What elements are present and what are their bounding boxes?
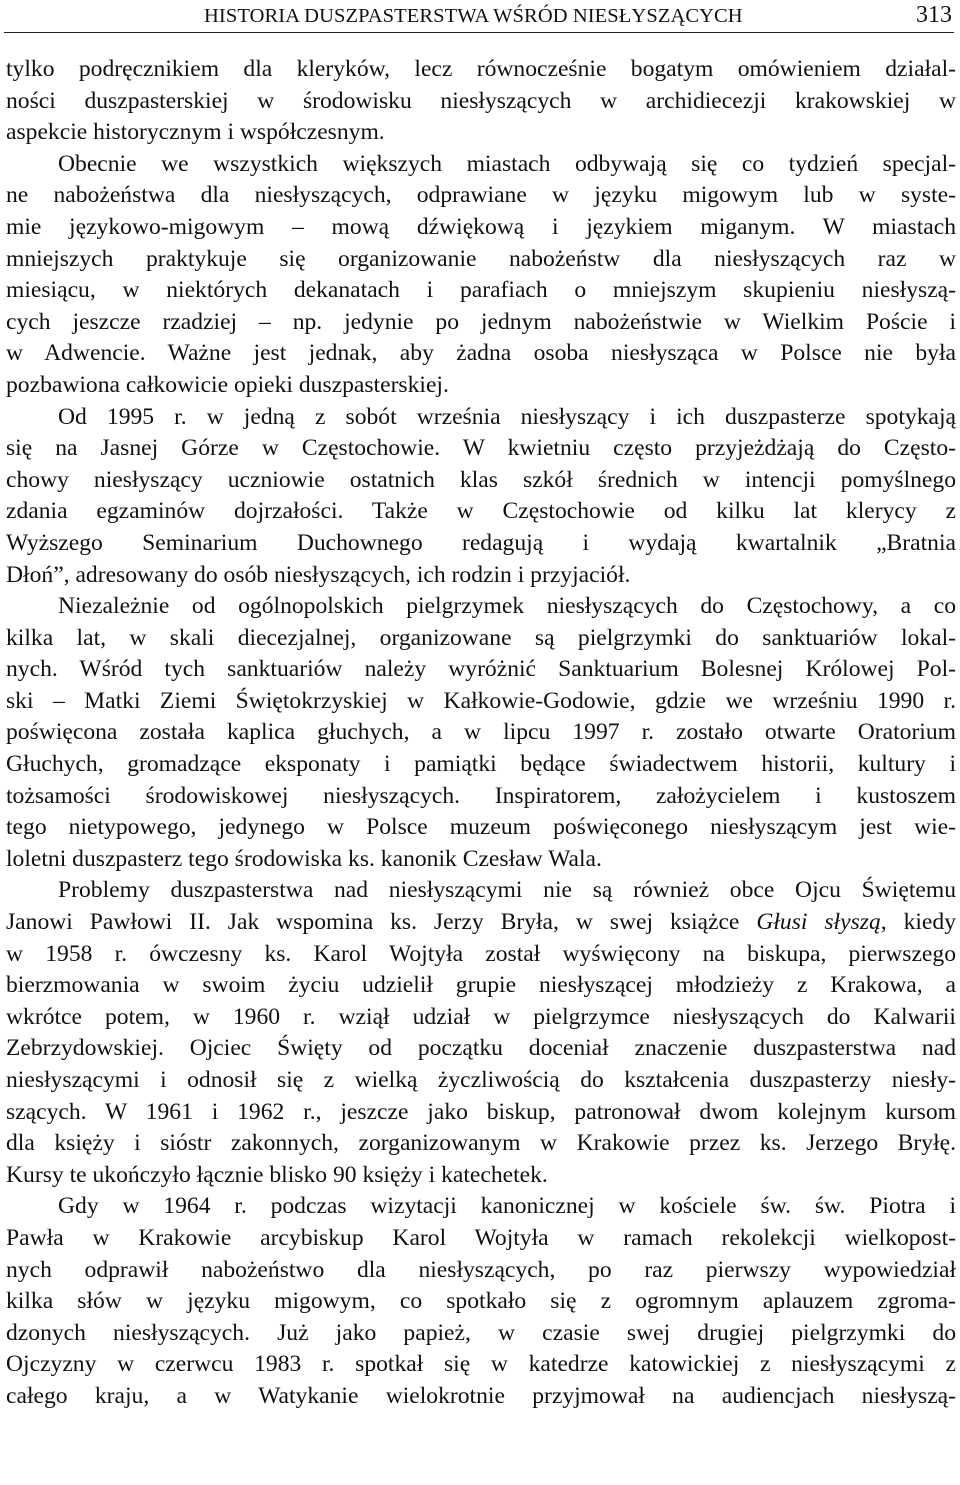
paragraph-line: Wyższego Seminarium Duchownego redagują i wydają kwartalnik „Bratnia [6, 529, 956, 556]
paragraph-line: dzonych niesłyszących. Już jako papież, w czasie swej drugiej pielgrzymki do [6, 1319, 956, 1346]
paragraph-line: Zebrzydowskiej. Ojciec Święty od początku doceniał znaczenie duszpasterstwa nad [6, 1035, 956, 1062]
paragraph-line-with-title [6, 907, 956, 939]
paragraph-line: w Adwencie. Ważne jest jednak, aby żadna osoba niesłysząca w Polsce nie była [6, 340, 956, 367]
paragraph-line: Pawła w Krakowie arcybiskup Karol Wojtyła w ramach rekolekcji wielkopost- [6, 1224, 956, 1251]
paragraph-line: kilka słów w języku migowym, co spotkało się z ogromnym aplauzem zgroma- [6, 1288, 956, 1315]
paragraph-line: Ojczyzny w czerwcu 1983 r. spotkał się w katedrze katowickiej z niesłyszącymi z [6, 1351, 956, 1378]
paragraph-line: cych jeszcze rzadziej – np. jedynie po jednym nabożeństwie w Wielkim Poście i [6, 308, 956, 335]
paragraph-line: Od 1995 r. w jedną z sobót września niesłyszący i ich duszpasterze spotykają [58, 403, 956, 430]
paragraph-line: ne nabożeństwa dla niesłyszących, odprawiane w języku migowym lub w syste- [6, 182, 956, 209]
paragraph-line: Kursy te ukończyło łącznie blisko 90 księży i katechetek. [6, 1161, 548, 1188]
paragraph-line: Niezależnie od ogólnopolskich pielgrzymek niesłyszących do Częstochowy, a co [58, 593, 956, 620]
paragraph-line: Dłoń”, adresowany do osób niesłyszących, ich rodzin i przyjaciół. [6, 561, 631, 588]
paragraph-line: tożsamości środowiskowej niesłyszących. Inspiratorem, założycielem i kustoszem [6, 782, 956, 809]
paragraph-line: kilka lat, w skali diecezjalnej, organizowane są pielgrzymki do sanktuariów lokal- [6, 624, 956, 651]
paragraph-line: miesiącu, w niektórych dekanatach i parafiach o mniejszym skupieniu niesłyszą- [6, 277, 956, 304]
text-run: , kiedy [880, 909, 956, 936]
paragraph-line: szących. W 1961 i 1962 r., jeszcze jako biskup, patronował dwom kolejnym kursom [6, 1098, 956, 1125]
paragraph-line: dla księży i sióstr zakonnych, zorganizowanym w Krakowie przez ks. Jerzego Bryłę. [6, 1130, 956, 1157]
paragraph-line: ności duszpasterskiej w środowisku niesłyszących w archidiecezji krakowskiej w [6, 87, 956, 114]
paragraph-line: aspekcie historycznym i współczesnym. [6, 119, 385, 146]
paragraph-line: mie językowo-migowym – mową dźwiękową i językiem miganym. W miastach [6, 213, 956, 240]
book-title: Głusi słyszą [756, 909, 881, 936]
running-header [4, 2, 954, 33]
paragraph-line: zdania egzaminów dojrzałości. Także w Częstochowie od kilku lat klerycy z [6, 498, 956, 525]
running-title: HISTORIA DUSZPASTERSTWA WŚRÓD NIESŁYSZĄCYCH [204, 5, 743, 27]
paragraph-line: całego kraju, a w Watykanie wielokrotnie przyjmował na audiencjach niesłyszą- [6, 1382, 956, 1409]
paragraph-line: tylko podręcznikiem dla kleryków, lecz równocześnie bogatym omówieniem działal- [6, 56, 956, 82]
paragraph-line: tego nietypowego, jedynego w Polsce muzeum poświęconego niesłyszącym jest wie- [6, 814, 956, 841]
paragraph-line: nych odprawił nabożeństwo dla niesłyszących, po raz pierwszy wypowiedział [6, 1256, 956, 1283]
text-run: Janowi Pawłowi II. Jak wspomina ks. Jerzy Bryła, w swej książce [6, 909, 757, 936]
paragraph-line: bierzmowania w swoim życiu udzielił grupie niesłyszącej młodzieży z Krakowa, a [6, 972, 956, 999]
paragraph-line: Problemy duszpasterstwa nad niesłyszącymi nie są również obce Ojcu Świętemu [58, 877, 956, 904]
paragraph-line: Obecnie we wszystkich większych miastach odbywają się co tydzień specjal- [58, 150, 956, 177]
body-text [6, 54, 956, 1413]
paragraph-line: ski – Matki Ziemi Świętokrzyskiej w Kałkowie-Godowie, gdzie we wrześniu 1990 r. [6, 687, 956, 714]
paragraph-line: chowy niesłyszący uczniowie ostatnich klas szkół średnich w intencji pomyślnego [6, 466, 956, 493]
paragraph-line: wkrótce potem, w 1960 r. wziął udział w pielgrzymce niesłyszących do Kalwarii [6, 1003, 956, 1030]
paragraph-line: nych. Wśród tych sanktuariów należy wyróżnić Sanktuarium Bolesnej Królowej Pol- [6, 656, 956, 683]
page-number: 313 [916, 2, 952, 28]
paragraph-line: w 1958 r. ówczesny ks. Karol Wojtyła został wyświęcony na biskupa, pierwszego [6, 940, 956, 967]
paragraph-line: się na Jasnej Górze w Częstochowie. W kwietniu często przyjeżdżają do Często- [6, 435, 956, 462]
paragraph-line: poświęcona została kaplica głuchych, a w lipcu 1997 r. zostało otwarte Oratorium [6, 719, 956, 746]
paragraph-line: Gdy w 1964 r. podczas wizytacji kanonicznej w kościele św. św. Piotra i [58, 1193, 956, 1220]
paragraph-line: pozbawiona całkowicie opieki duszpasterskiej. [6, 371, 449, 398]
paragraph-line: mniejszych praktykuje się organizowanie nabożeństw dla niesłyszących raz w [6, 245, 956, 272]
paragraph-line: loletni duszpasterz tego środowiska ks. kanonik Czesław Wala. [6, 845, 602, 872]
paragraph-line: Głuchych, gromadzące eksponaty i pamiątki będące świadectwem historii, kultury i [6, 751, 956, 778]
paragraph-line: niesłyszącymi i odnosił się z wielką życzliwością do kształcenia duszpasterzy niesły- [6, 1067, 956, 1093]
